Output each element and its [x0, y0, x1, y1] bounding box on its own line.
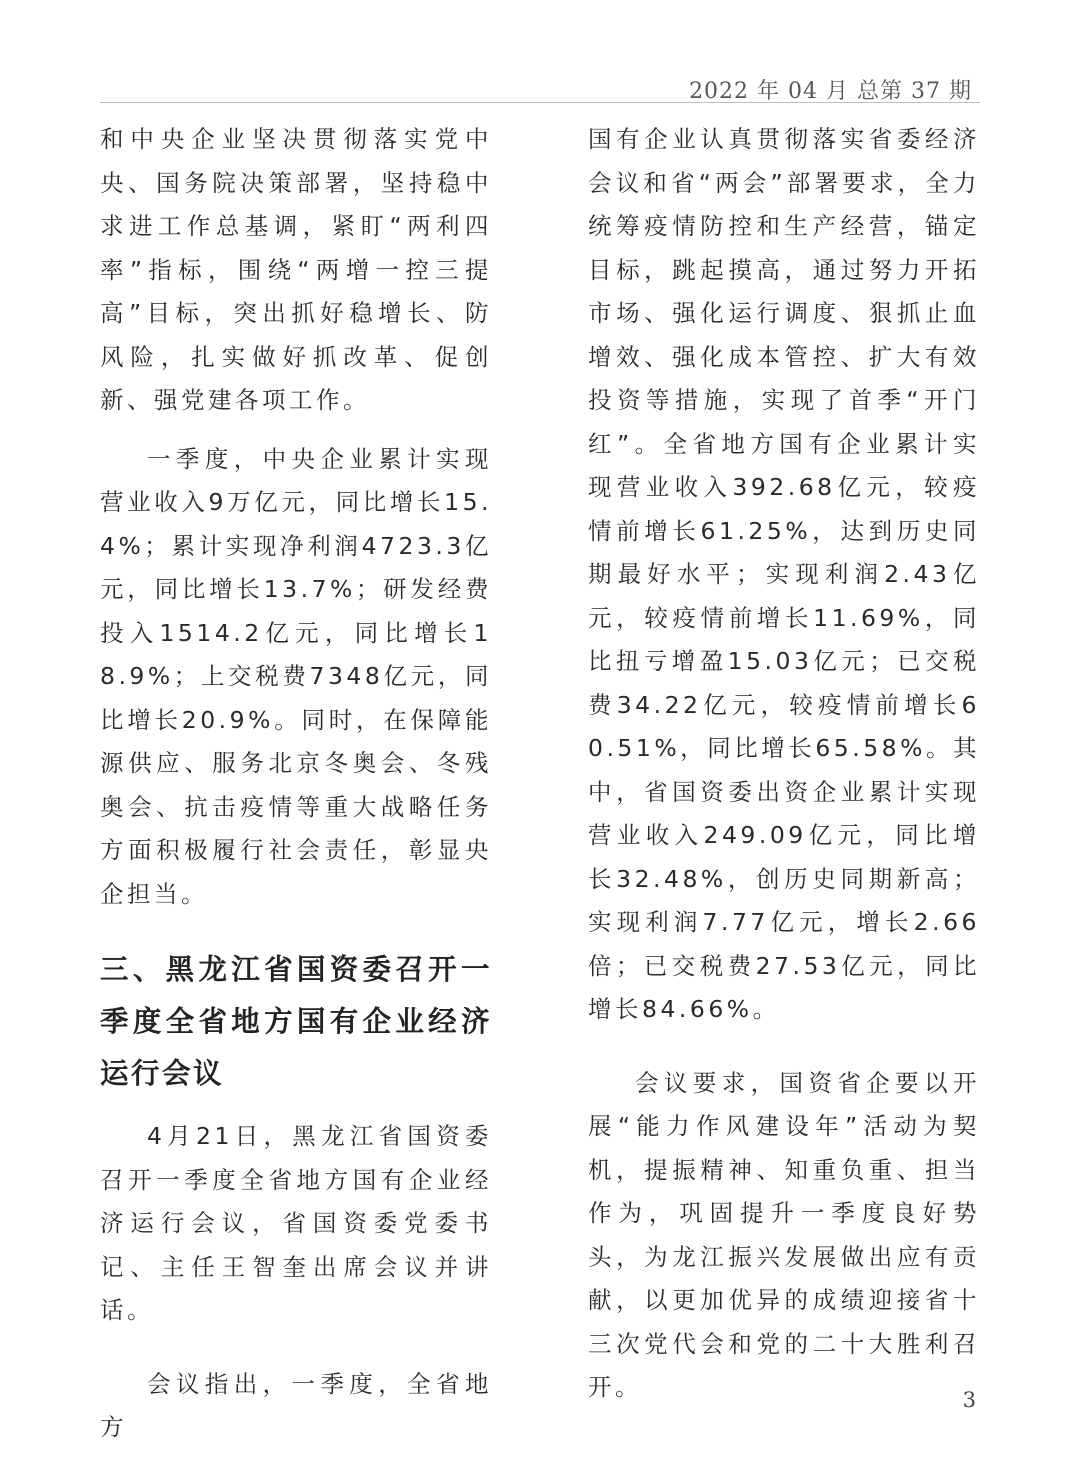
paragraph-q1-central-enterprise-results: 一季度，中央企业累计实现营业收入9万亿元，同比增长15.4%；累计实现净利润4723.3亿元，同比增长13.7%；研发经费投入1514.2亿元，同比增长18.9%；上交税费7348亿元，同比增长20.9%。同时，在保障能源供应、服务北京冬奥会、冬残奥会、抗击疫情等重大战略任务方面积极履行社会责任，彰显央企担当。	[100, 444, 492, 908]
page-header	[0, 0, 1080, 104]
right-column	[588, 118, 980, 1410]
paragraph-meeting-requirements: 会议要求，国资省企要以开展“能力作风建设年”活动为契机，提振精神、知重负重、担当作为，巩固提升一季度良好势头，为龙江振兴发展做出应有贡献，以更加优异的成绩迎接省十三次党代会和党的二十大胜利召开。	[588, 1068, 980, 1401]
left-column	[100, 118, 492, 1450]
paragraph-provincial-results: 国有企业认真贯彻落实省委经济会议和省“两会”部署要求，全力统筹疫情防控和生产经营，锚定目标，跳起摸高，通过努力开拓市场、强化运行调度、狠抓止血增效、强化成本管控、扩大有效投资等措施，实现了首季“开门红”。全省地方国有企业累计实现营业收入392.68亿元，较疫情前增长61.25%，达到历史同期最好水平；实现利润2.43亿元，较疫情前增长11.69%，同比扭亏增盈15.03亿元；已交税费34.22亿元，较疫情前增长60.51%，同比增长65.58%。其中，省国资委出资企业累计实现营业收入249.09亿元，同比增长32.48%，创历史同期新高；实现利润7.77亿元，增长2.66倍；已交税费27.53亿元，同比增长84.66%。	[588, 125, 980, 1023]
header-divider	[100, 102, 980, 103]
section-heading: 三、黑龙江省国资委召开一季度全省地方国有企业经济运行会议	[100, 953, 492, 1090]
paragraph-meeting-intro: 4月21日，黑龙江省国资委召开一季度全省地方国有企业经济运行会议，省国资委党委书记、主任王智奎出席会议并讲话。	[100, 1122, 492, 1324]
issue-info: 2022 年 04 月 总第 37 期	[689, 79, 972, 104]
paragraph-central-enterprises-work: 和中央企业坚决贯彻落实党中央、国务院决策部署，坚持稳中求进工作总基调，紧盯“两利四率”指标，围绕“两增一控三提高”目标，突出抓好稳增长、防风险，扎实做好抓改革、促创新、强党建各项工作。	[100, 125, 492, 414]
page-number: 3	[962, 1388, 976, 1412]
paragraph-meeting-findings-start: 会议指出，一季度，全省地方	[100, 1369, 492, 1441]
